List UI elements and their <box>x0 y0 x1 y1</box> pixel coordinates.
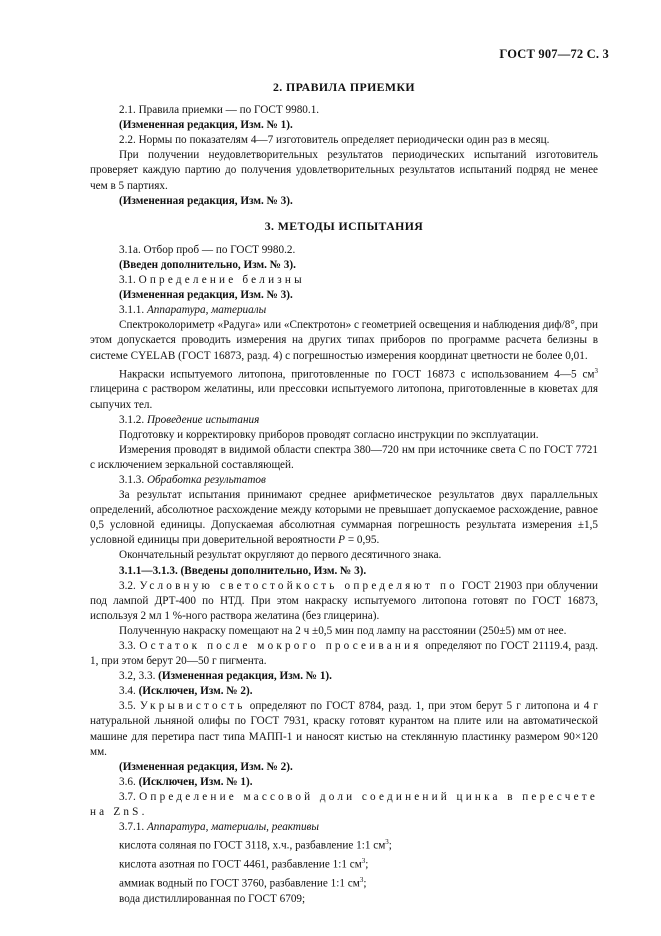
clause-number: 3.2. <box>119 579 136 592</box>
paragraph-calibration: Подготовку и корректировку приборов проводят согласно инструкции по эксплуатации. <box>119 428 539 441</box>
clause-number: 3.5. <box>119 700 136 713</box>
text-run: = 0,95. <box>345 534 380 547</box>
clause-heading: Аппаратура, материалы, реактивы <box>146 821 319 834</box>
clause-number: 3.1.1. <box>119 304 145 317</box>
amendment-note: (Измененная редакция, Изм. № 3). <box>119 194 293 207</box>
paragraph-samples <box>90 364 598 413</box>
clause-number: 3.4. <box>119 685 136 698</box>
list-item <box>90 873 598 892</box>
superscript: 3 <box>594 366 598 375</box>
clause-number: 3.7. <box>119 790 136 803</box>
text-run: определяют по ГОСТ 8784, разд. 1, при этом берут 5 г литопона и 4 г натуральной льняной олифы по ГОСТ 7931, краску готовят курантом на плите или на автоматической машине для перетира паст типа МАПП-1 и наносят кистью на стеклянную пластинку размером 90×120 мм. <box>90 700 599 758</box>
clause-heading: Аппаратура, материалы <box>146 304 267 317</box>
clause-number: 3.7.1. <box>119 821 145 834</box>
text-run: P <box>338 534 346 547</box>
amendment-note: 3.1.1—3.1.3. (Введены дополнительно, Изм. № 3). <box>119 564 367 577</box>
text-run: кислота азотная по ГОСТ 4461, разбавление 1:1 см <box>119 858 362 871</box>
paragraph-3-1 <box>90 273 598 288</box>
amendment-note: (Измененная редакция, Изм. № 2). <box>119 760 293 773</box>
clause-number: 3.1.3. <box>119 473 145 486</box>
paragraph-3-7 <box>90 790 598 820</box>
superscript: 3 <box>385 838 389 847</box>
text-run: кислота соляная по ГОСТ 3118, х.ч., разбавление 1:1 см <box>119 839 386 852</box>
paragraph-3-1-2 <box>90 413 598 428</box>
text-run: ; <box>363 877 367 890</box>
clause-heading: Обработка результатов <box>146 473 266 486</box>
paragraph-3-2 <box>90 579 598 624</box>
paragraph-3-5 <box>90 699 598 759</box>
amendment-note: (Измененная редакция, Изм. № 3). <box>119 289 293 302</box>
paragraph-2-2-cont: При получении неудовлетворительных результатов периодических испытаний изготовитель проверяет каждую партию до получения удовлетворительных результатов испытаний подряд не менее чем в 5 партиях. <box>90 149 598 192</box>
paragraph-3-1a: 3.1а. Отбор проб — по ГОСТ 9980.2. <box>119 243 296 256</box>
paragraph-3-6 <box>90 775 598 790</box>
clause-heading: Определение массовой доли соединений цинка в пересчете на ZnS. <box>90 790 598 819</box>
amendment-note: (Исключен, Изм. № 1). <box>138 775 253 788</box>
document-body <box>90 80 598 907</box>
paragraph-results <box>90 488 598 548</box>
clause-number: 3.6. <box>119 775 136 788</box>
clause-heading: Условную светостойкость определяют по <box>139 579 458 592</box>
section-2-title: 2. ПРАВИЛА ПРИЕМКИ <box>273 80 415 94</box>
text-run: Накраски испытуемого литопона, приготовленные по ГОСТ 16873 с использованием 4—5 см <box>119 368 595 381</box>
superscript: 3 <box>361 857 366 866</box>
section-3-title: 3. МЕТОДЫ ИСПЫТАНИЯ <box>264 218 424 233</box>
paragraph-instrument: Спектроколориметр «Радуга» или «Спектротон» с геометрией освещения и наблюдения диф/8°, при этом допускается проводить измерения на других типах приборов по программе расчета белизны в системе CYELAB (ГОСТ 16873, разд. 4) с погрешностью измерения координат цветности не более 0,01. <box>90 319 598 362</box>
paragraph-3-2-3-3 <box>90 669 598 684</box>
clause-number: 3.1.2. <box>119 413 145 426</box>
text-run: За результат испытания принимают среднее арифметическое результатов двух параллельных определений, абсолютное расхождение между которыми не превышает допускаемое расхождение, равное 0,5 условной единицы. Допускаемая абсолютная суммарная погрешность результата измерения ±1,5 условной единицы при доверительной вероятности <box>90 489 598 547</box>
list-item <box>90 854 598 873</box>
paragraph-measurement: Измерения проводят в видимой области спектра 380—720 нм при источнике света С по ГОСТ 7721 с исключением зеркальной составляющей. <box>90 443 598 471</box>
clause-heading: Остаток после мокрого просеивания <box>139 640 422 653</box>
paragraph-3-1-3 <box>90 473 598 488</box>
paragraph-2-1: 2.1. Правила приемки — по ГОСТ 9980.1. <box>119 104 320 117</box>
amendment-note: (Введен дополнительно, Изм. № 3). <box>119 258 296 271</box>
paragraph-3-1-1 <box>90 303 598 318</box>
paragraph-3-7-1 <box>90 820 598 835</box>
paragraph-lamp: Полученную накраску помещают на 2 ч ±0,5 мин под лампу на расстоянии (250±5) мм от нее. <box>119 624 567 637</box>
superscript: 3 <box>359 875 364 884</box>
paragraph-3-4 <box>90 684 598 699</box>
paragraph-rounding: Окончательный результат округляют до первого десятичного знака. <box>119 549 442 562</box>
text-run: глицерина с раствором желатины, или прессовки испытуемого литопона, приготовленные в кюветах для сыпучих тел. <box>90 383 598 411</box>
amendment-note: (Исключен, Изм. № 2). <box>138 685 253 698</box>
clause-heading: Укрывистость <box>139 700 246 713</box>
text-run: ; <box>388 839 392 852</box>
clause-heading: Определение белизны <box>138 274 305 287</box>
clause-number: 3.1. <box>119 274 136 287</box>
amendment-note: (Измененная редакция, Изм. № 1). <box>119 119 293 132</box>
amendment-note: (Измененная редакция, Изм. № 1). <box>158 670 332 683</box>
text-run: ; <box>365 858 369 871</box>
text-run: ГОСТ 21903 при облучении под лампой ДРТ-400 по НТД. При этом накраску испытуемого литопона готовят по ГОСТ 16873, используя 2 мл 1 %-ного раствора желатина (без глицерина). <box>90 579 598 622</box>
clause-heading: Проведение испытания <box>146 413 260 426</box>
clause-number: 3.2, 3.3. <box>119 670 156 683</box>
list-item: вода дистиллированная по ГОСТ 6709; <box>119 892 306 905</box>
text-run: определяют по ГОСТ 21119.4, разд. 1, при этом берут 20—50 г пигмента. <box>90 640 598 668</box>
page-header: ГОСТ 907—72 С. 3 <box>499 47 609 61</box>
paragraph-2-2: 2.2. Нормы по показателям 4—7 изготовитель определяет периодически один раз в месяц. <box>119 134 550 147</box>
paragraph-3-3 <box>90 639 598 669</box>
text-run: аммиак водный по ГОСТ 3760, разбавление 1:1 см <box>119 877 360 890</box>
list-item <box>90 835 598 854</box>
clause-number: 3.3. <box>119 640 136 653</box>
